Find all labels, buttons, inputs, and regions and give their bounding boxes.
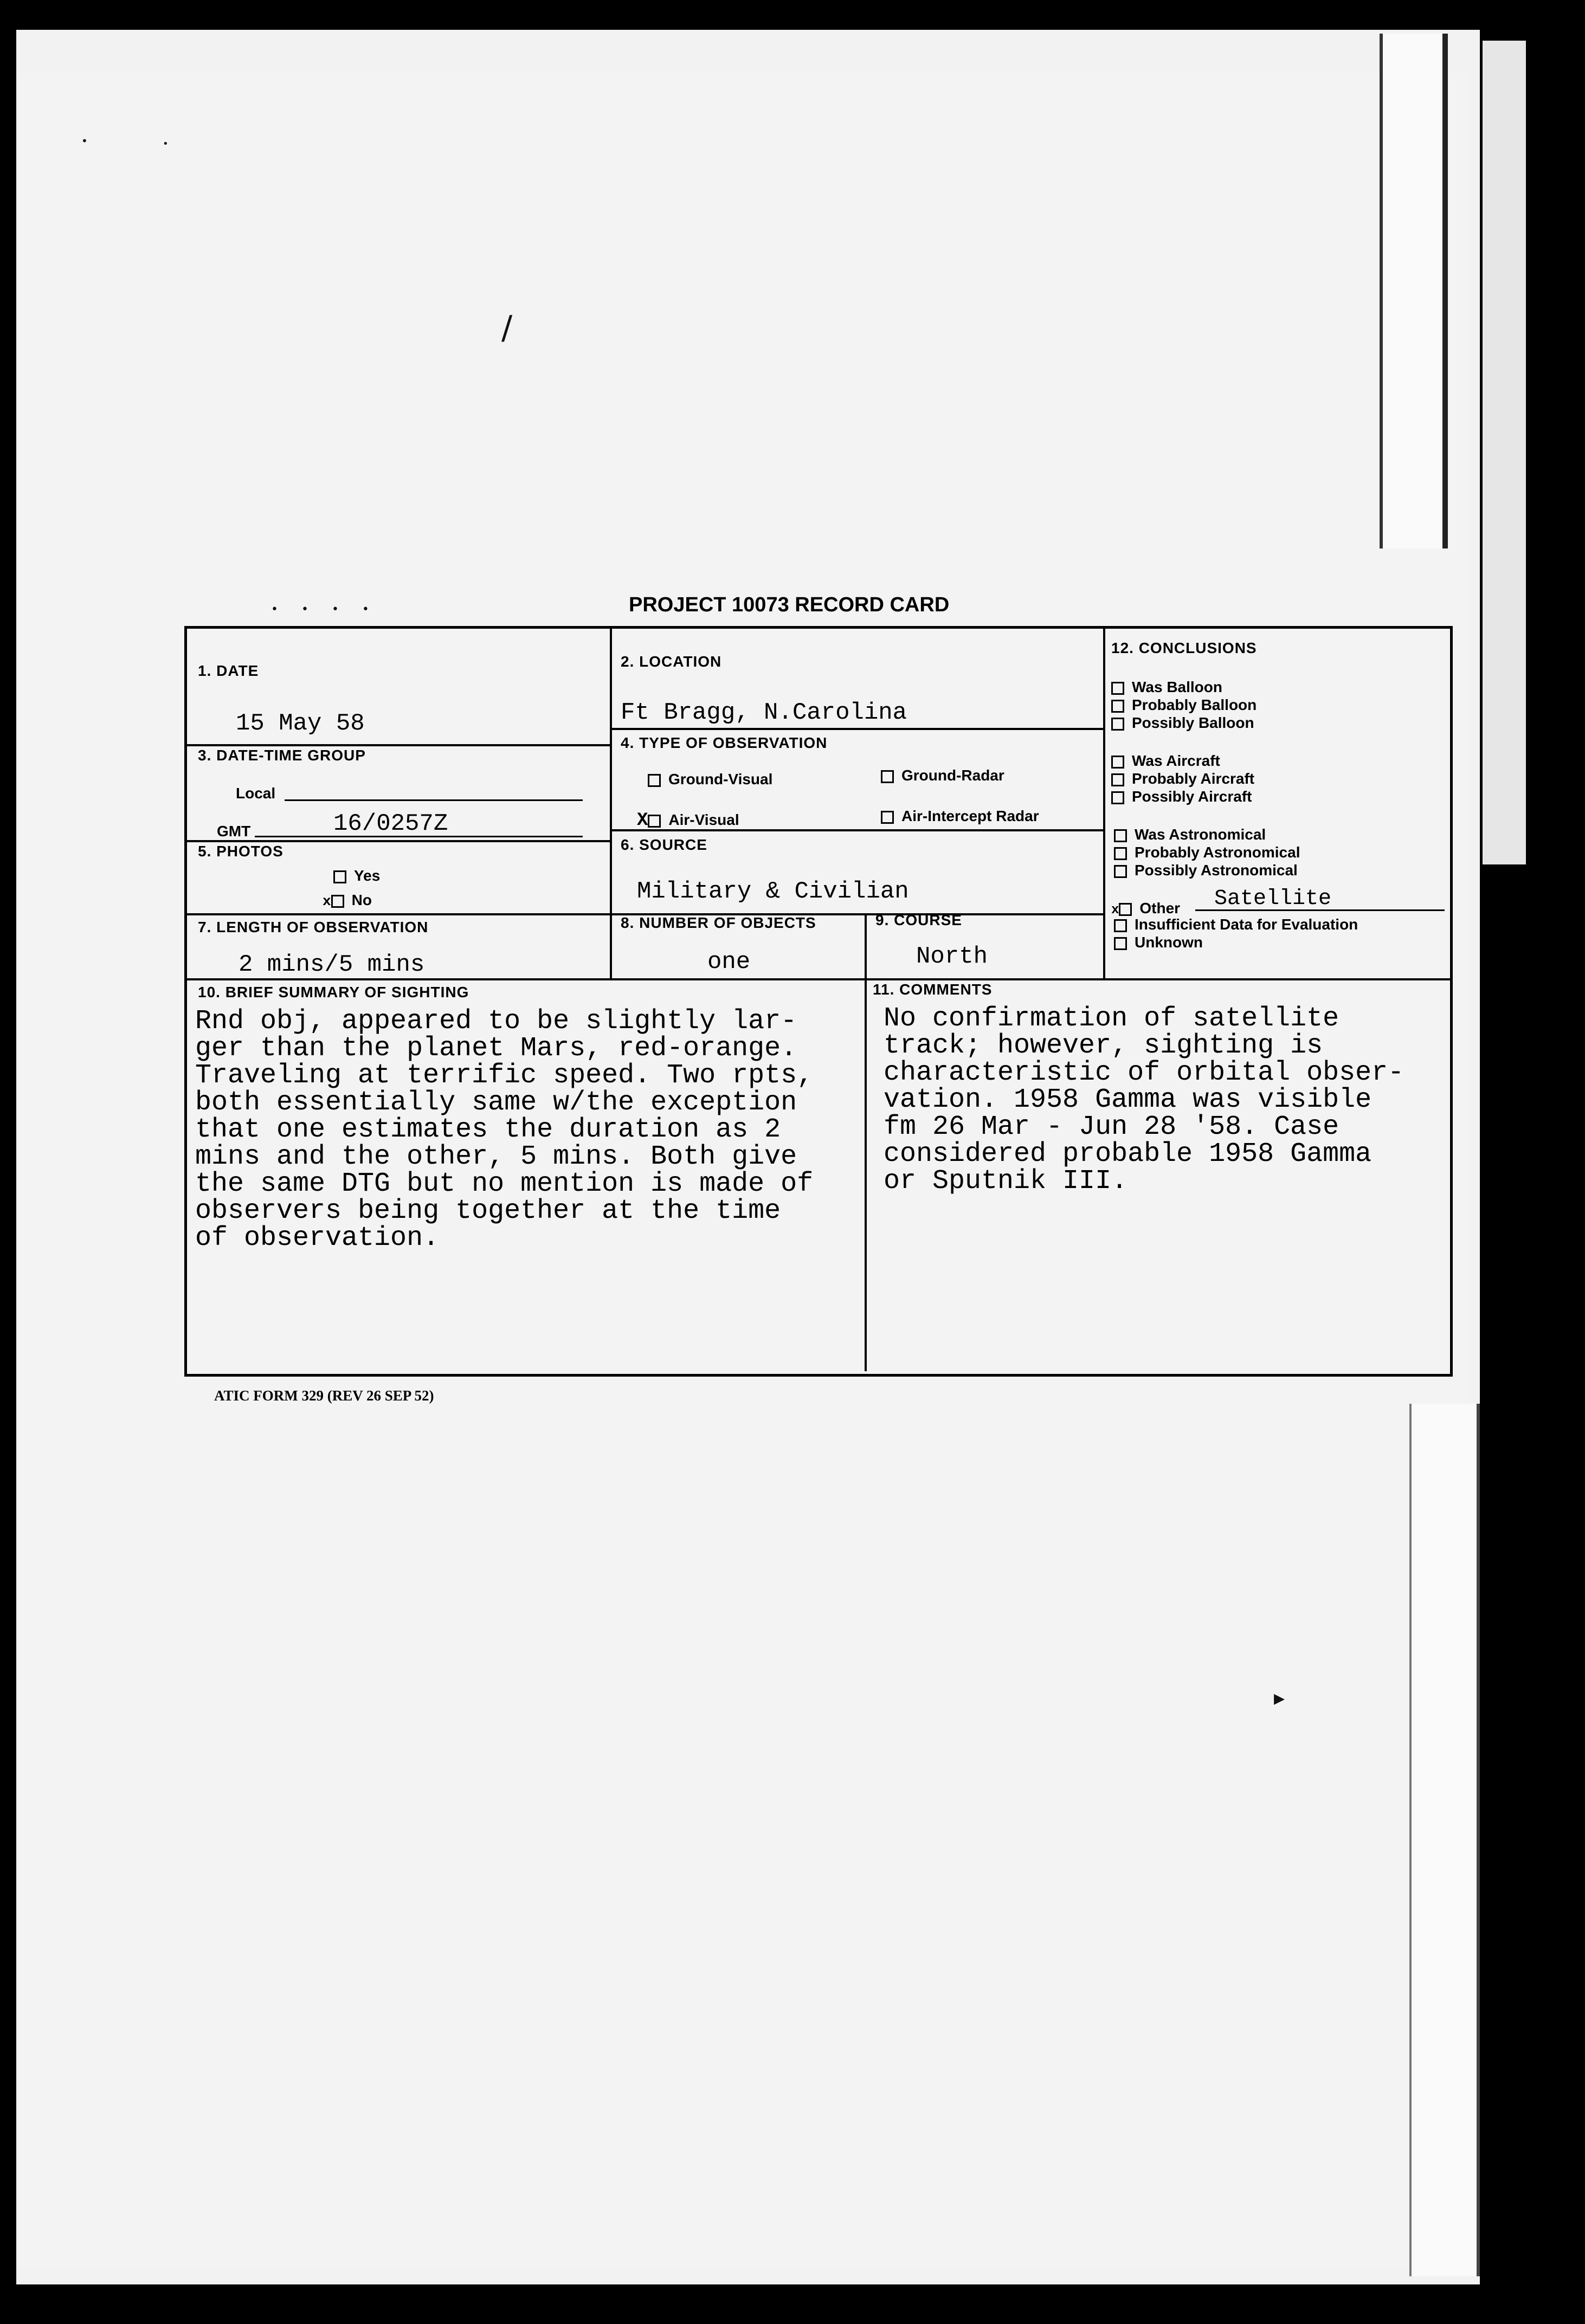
- summary-line: mins and the other, 5 mins. Both give: [195, 1141, 797, 1172]
- local-label: Local: [236, 785, 276, 802]
- film-edge-top: [1380, 34, 1448, 548]
- summary-text: [195, 1008, 813, 1252]
- conclusion-probably-aircraft: Probably Aircraft: [1111, 770, 1254, 787]
- checkbox-icon: [881, 770, 894, 783]
- speck-mark: •: [81, 134, 88, 147]
- photos-label: 5. PHOTOS: [198, 843, 284, 860]
- option-ground-radar: Ground-Radar: [881, 767, 1004, 784]
- conclusion-was-aircraft: Was Aircraft: [1111, 752, 1220, 770]
- conclusions-label: 12. CONCLUSIONS: [1111, 640, 1257, 656]
- num-objects-value: one: [707, 948, 751, 976]
- comments-label: 11. COMMENTS: [873, 981, 993, 998]
- record-card: [184, 626, 1453, 1377]
- speck-mark: •: [163, 138, 169, 150]
- course-value: North: [916, 943, 988, 970]
- summary-line: the same DTG but no mention is made of: [195, 1169, 814, 1199]
- checkbox-icon: [648, 774, 661, 787]
- photos-yes: Yes: [333, 867, 380, 885]
- summary-line: observers being together at the time: [195, 1196, 781, 1226]
- checkbox-icon: [1114, 865, 1127, 878]
- conclusion-insufficient-data: Insufficient Data for Evaluation: [1114, 916, 1358, 933]
- check-mark: x: [1111, 903, 1119, 918]
- check-mark: x: [323, 893, 331, 909]
- conclusion-was-balloon: Was Balloon: [1111, 679, 1222, 696]
- date-label: 1. DATE: [198, 662, 259, 679]
- summary-line: that one estimates the duration as 2: [195, 1114, 781, 1145]
- form-id: ATIC FORM 329 (REV 26 SEP 52): [214, 1387, 434, 1404]
- option-ground-visual: Ground-Visual: [648, 771, 772, 788]
- checkbox-icon: [1119, 903, 1132, 916]
- checkbox-icon: [648, 815, 661, 828]
- checkbox-icon: [1114, 937, 1127, 950]
- film-edge-bottom: [1409, 1404, 1480, 2276]
- divider: [865, 978, 867, 1371]
- summary-label: 10. BRIEF SUMMARY OF SIGHTING: [198, 984, 469, 1000]
- option-air-intercept-radar: Air-Intercept Radar: [881, 808, 1039, 825]
- summary-line: of observation.: [195, 1223, 440, 1254]
- comments-line: No confirmation of satellite: [884, 1003, 1339, 1034]
- num-objects-label: 8. NUMBER OF OBJECTS: [621, 914, 816, 931]
- conclusion-probably-balloon: Probably Balloon: [1111, 696, 1257, 714]
- summary-line: Traveling at terrific speed. Two rpts,: [195, 1060, 814, 1091]
- card-title: PROJECT 10073 RECORD CARD: [629, 593, 950, 616]
- comments-line: or Sputnik III.: [884, 1166, 1128, 1197]
- gmt-value: 16/0257Z: [333, 810, 448, 837]
- checkbox-icon: [1111, 756, 1124, 769]
- length-value: 2 mins/5 mins: [239, 951, 425, 978]
- photos-no: x No: [323, 892, 372, 909]
- card-shadow: [1483, 41, 1526, 864]
- conclusion-possibly-aircraft: Possibly Aircraft: [1111, 788, 1252, 805]
- divider: [610, 629, 612, 978]
- location-value: Ft Bragg, N.Carolina: [621, 699, 907, 726]
- checkbox-icon: [331, 895, 344, 908]
- checkbox-icon: [1111, 682, 1124, 695]
- location-label: 2. LOCATION: [621, 653, 722, 670]
- checkbox-icon: [333, 870, 346, 883]
- comments-line: fm 26 Mar - Jun 28 '58. Case: [884, 1112, 1339, 1142]
- comments-line: considered probable 1958 Gamma: [884, 1139, 1372, 1170]
- checkbox-icon: [1114, 847, 1127, 860]
- summary-line: both essentially same w/the exception: [195, 1087, 797, 1118]
- conclusion-possibly-balloon: Possibly Balloon: [1111, 714, 1254, 732]
- conclusion-was-astronomical: Was Astronomical: [1114, 826, 1266, 843]
- comments-line: characteristic of orbital obser-: [884, 1057, 1404, 1088]
- other-line: [1195, 909, 1445, 911]
- option-air-visual: X Air-Visual: [637, 810, 739, 831]
- checkbox-icon: [1111, 718, 1124, 731]
- conclusion-probably-astronomical: Probably Astronomical: [1114, 844, 1300, 861]
- checkbox-icon: [881, 811, 894, 824]
- comments-line: track; however, sighting is: [884, 1030, 1323, 1061]
- divider: [187, 744, 610, 746]
- divider: [610, 728, 1103, 730]
- source-value: Military & Civilian: [637, 878, 909, 905]
- dot-marks: • • • •: [271, 603, 379, 616]
- length-label: 7. LENGTH OF OBSERVATION: [198, 919, 429, 935]
- divider: [1103, 629, 1105, 978]
- course-label: 9. COURSE: [875, 912, 962, 928]
- checkbox-icon: [1111, 700, 1124, 713]
- gmt-label: GMT: [217, 823, 251, 840]
- checkbox-icon: [1111, 773, 1124, 786]
- conclusion-other: x Other: [1111, 900, 1181, 918]
- checkbox-icon: [1111, 791, 1124, 804]
- checkbox-icon: [1114, 829, 1127, 842]
- local-line: [285, 799, 583, 801]
- comments-text: [884, 1005, 1404, 1195]
- divider: [865, 913, 867, 978]
- dtg-label: 3. DATE-TIME GROUP: [198, 747, 366, 764]
- divider: [187, 978, 1450, 980]
- arrow-mark: ▸: [1274, 1686, 1285, 1710]
- summary-line: Rnd obj, appeared to be slightly lar-: [195, 1006, 797, 1037]
- divider: [187, 840, 610, 842]
- summary-line: ger than the planet Mars, red-orange.: [195, 1033, 797, 1064]
- source-label: 6. SOURCE: [621, 836, 707, 853]
- date-value: 15 May 58: [236, 710, 365, 737]
- conclusion-possibly-astronomical: Possibly Astronomical: [1114, 862, 1298, 879]
- obs-type-label: 4. TYPE OF OBSERVATION: [621, 734, 828, 751]
- stray-mark: /: [501, 309, 513, 347]
- other-value: Satellite: [1214, 887, 1332, 911]
- conclusion-unknown: Unknown: [1114, 934, 1203, 951]
- check-mark: X: [637, 810, 648, 831]
- checkbox-icon: [1114, 919, 1127, 932]
- comments-line: vation. 1958 Gamma was visible: [884, 1084, 1372, 1115]
